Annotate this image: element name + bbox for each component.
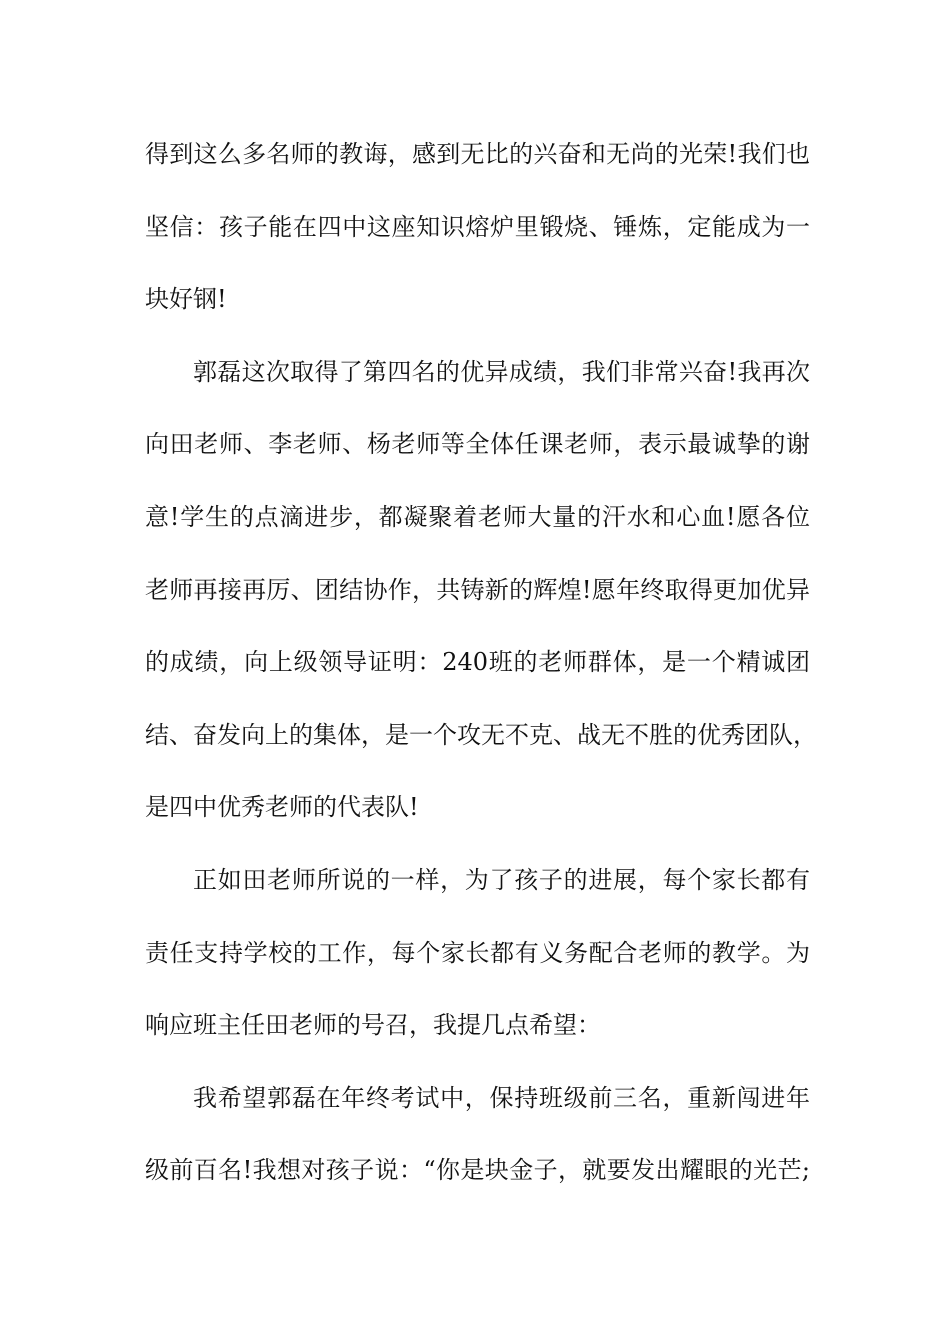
text-line-10: 是四中优秀老师的代表队! (145, 793, 419, 822)
text-line-12: 责任支持学校的工作，每个家长都有义务配合老师的教学。为 (145, 938, 810, 967)
text-line-5: 向田老师、李老师、杨老师等全体任课老师，表示最诚挚的谢 (145, 430, 810, 459)
text-line-11: 正如田老师所说的一样，为了孩子的进展，每个家长都有 (193, 865, 810, 894)
text-line-8: 的成绩，向上级领导证明：240班的老师群体，是一个精诚团 (145, 648, 810, 677)
body-text (145, 127, 817, 1216)
text-line-6: 意!学生的点滴进步，都凝聚着老师大量的汗水和心血!愿各位 (145, 502, 810, 531)
text-line-9: 结、奋发向上的集体，是一个攻无不克、战无不胜的优秀团队， (145, 720, 817, 749)
text-line-13: 响应班主任田老师的号召，我提几点希望： (145, 1011, 601, 1040)
text-line-1: 得到这么多名师的教诲，感到无比的兴奋和无尚的光荣!我们也 (145, 140, 810, 168)
text-line-15: 级前百名!我想对孩子说：“你是块金子，就要发出耀眼的光芒; (145, 1156, 810, 1185)
text-line-7: 老师再接再厉、团结协作，共铸新的辉煌!愿年终取得更加优异 (145, 575, 810, 604)
text-line-4: 郭磊这次取得了第四名的优异成绩，我们非常兴奋!我再次 (193, 357, 810, 386)
text-line-14: 我希望郭磊在年终考试中，保持班级前三名，重新闯进年 (193, 1083, 810, 1112)
text-line-3: 块好钢! (145, 285, 227, 314)
text-line-2: 坚信：孩子能在四中这座知识熔炉里锻烧、锤炼，定能成为一 (145, 212, 810, 241)
